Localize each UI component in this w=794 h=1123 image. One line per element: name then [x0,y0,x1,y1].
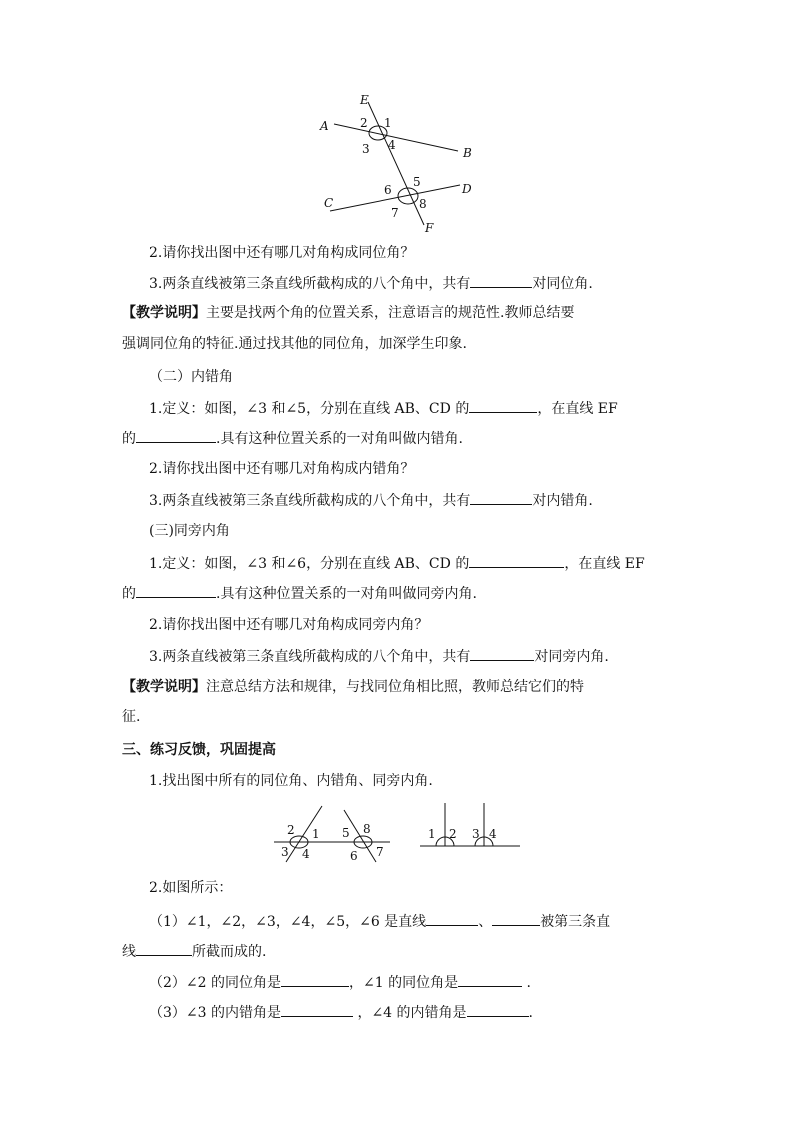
note-text: 注意总结方法和规律，与找同位角相比照，教师总结它们的特 [206,679,584,695]
practice-p2: 2.如图所示： [149,880,233,896]
angle-2: 2 [449,827,457,841]
angle-1: 1 [428,827,436,841]
interior-def-mid: ，在直线 EF [564,556,645,572]
p2-1-pre: （1）∠1，∠2，∠3，∠4，∠5，∠6 是直线 [149,914,427,930]
interior-note-line2: 征. [122,709,141,725]
angle-5: 5 [413,175,421,189]
interior-q3-post: 对同旁内角. [534,649,609,665]
practice-p1: 1.找出图中所有的同位角、内错角、同旁内角. [149,773,433,789]
alternate-def-pre: 1.定义：如图，∠3 和∠5，分别在直线 AB、CD 的 [149,401,470,417]
p2-3-pre: （3）∠3 的内错角是 [149,1005,281,1021]
note-text: 主要是找两个角的位置关系，注意语言的规范性.教师总结要 [206,305,575,321]
alternate-q3 [149,490,593,511]
angle-3: 3 [281,845,289,859]
answer-blank[interactable] [136,428,216,443]
p2-1-line2-pre: 线 [122,944,136,960]
angle-5: 5 [342,826,350,840]
corresponding-note-line2: 强调同位角的特征.通过找其他的同位角，加深学生印象. [122,336,467,352]
alternate-def2-post: .具有这种位置关系的一对角叫做内错角. [216,431,463,447]
interior-definition-line2 [122,583,477,604]
angle-2: 2 [287,823,295,837]
answer-blank[interactable] [281,972,349,987]
interior-q3-pre: 3.两条直线被第三条直线所截构成的八个角中，共有 [149,649,471,665]
label-e: E [360,93,369,107]
answer-blank[interactable] [281,1002,353,1017]
angle-4: 4 [302,847,310,861]
answer-blank[interactable] [470,490,532,505]
interior-def-pre: 1.定义：如图，∠3 和∠6，分别在直线 AB、CD 的 [149,556,470,572]
alternate-def-mid: ，在直线 EF [537,401,618,417]
p2-3-post: . [528,1005,533,1021]
angle-7: 7 [376,845,384,859]
answer-blank[interactable] [470,646,534,661]
figure-practice-2 [418,800,523,860]
p2-2-mid: ，∠1 的同位角是 [349,975,459,991]
corresponding-q3-post: 对同位角. [532,276,593,292]
line-ab [334,124,458,151]
figure-transversal [300,90,500,240]
alternate-def2-pre: 的 [122,431,136,447]
interior-def2-post: .具有这种位置关系的一对角叫做同旁内角. [216,586,477,602]
answer-blank[interactable] [458,972,522,987]
answer-blank[interactable] [469,553,564,568]
alternate-q3-pre: 3.两条直线被第三条直线所截构成的八个角中，共有 [149,493,471,509]
p2-2-post: . [522,975,531,991]
angle-7: 7 [391,206,399,220]
interior-q2: 2.请你找出图中还有哪几对角构成同旁内角？ [149,617,429,633]
angle-4: 4 [388,138,396,152]
angle-3: 3 [472,827,480,841]
practice-p2-2 [149,972,531,993]
angle-8: 8 [419,197,427,211]
figure-practice-1 [270,800,395,870]
angle-4: 4 [489,827,497,841]
alternate-heading: （二）内错角 [149,369,233,385]
alternate-definition-line2 [122,428,463,449]
practice-p2-1 [149,911,610,932]
interior-q3 [149,646,609,667]
answer-blank[interactable] [426,911,478,926]
label-b: B [463,146,472,160]
interior-note-line1 [122,677,584,697]
alternate-q2: 2.请你找出图中还有哪几对角构成内错角？ [149,461,415,477]
answer-blank[interactable] [492,911,540,926]
angle-1: 1 [312,827,320,841]
p2-1-post: 被第三条直 [540,914,611,930]
p2-2-pre: （2）∠2 的同位角是 [149,975,281,991]
practice-heading: 三、练习反馈，巩固提高 [122,742,276,758]
label-c: C [324,196,334,210]
label-f: F [425,221,434,235]
angle-8: 8 [363,822,371,836]
corresponding-note-line1 [122,303,574,323]
answer-blank[interactable] [136,941,192,956]
answer-blank[interactable] [470,273,532,288]
note-label: 【教学说明】 [122,305,206,321]
note-label: 【教学说明】 [122,679,206,695]
angle-6: 6 [384,183,392,197]
angle-1: 1 [384,116,392,130]
p2-1-sep: 、 [478,914,493,930]
interior-def2-pre: 的 [122,586,136,602]
answer-blank[interactable] [136,583,216,598]
interior-definition [149,553,645,574]
angle-2: 2 [360,116,368,130]
alternate-q3-post: 对内错角. [532,493,593,509]
p2-1-line2-post: 所截而成的. [192,944,267,960]
label-d: D [462,182,472,196]
label-a: A [320,119,329,133]
practice-p2-1-line2 [122,941,266,962]
corresponding-q3-pre: 3.两条直线被第三条直线所截构成的八个角中，共有 [149,276,471,292]
angle-3: 3 [362,142,370,156]
answer-blank[interactable] [469,398,537,413]
alternate-definition [149,398,618,419]
practice-p2-3 [149,1002,533,1023]
p2-3-mid: ，∠4 的内错角是 [353,1005,467,1021]
answer-blank[interactable] [467,1002,529,1017]
angle-6: 6 [350,849,358,863]
corresponding-q3 [149,273,593,294]
corresponding-q2: 2.请你找出图中还有哪几对角构成同位角？ [149,245,415,261]
interior-heading: (三)同旁内角 [149,523,230,539]
